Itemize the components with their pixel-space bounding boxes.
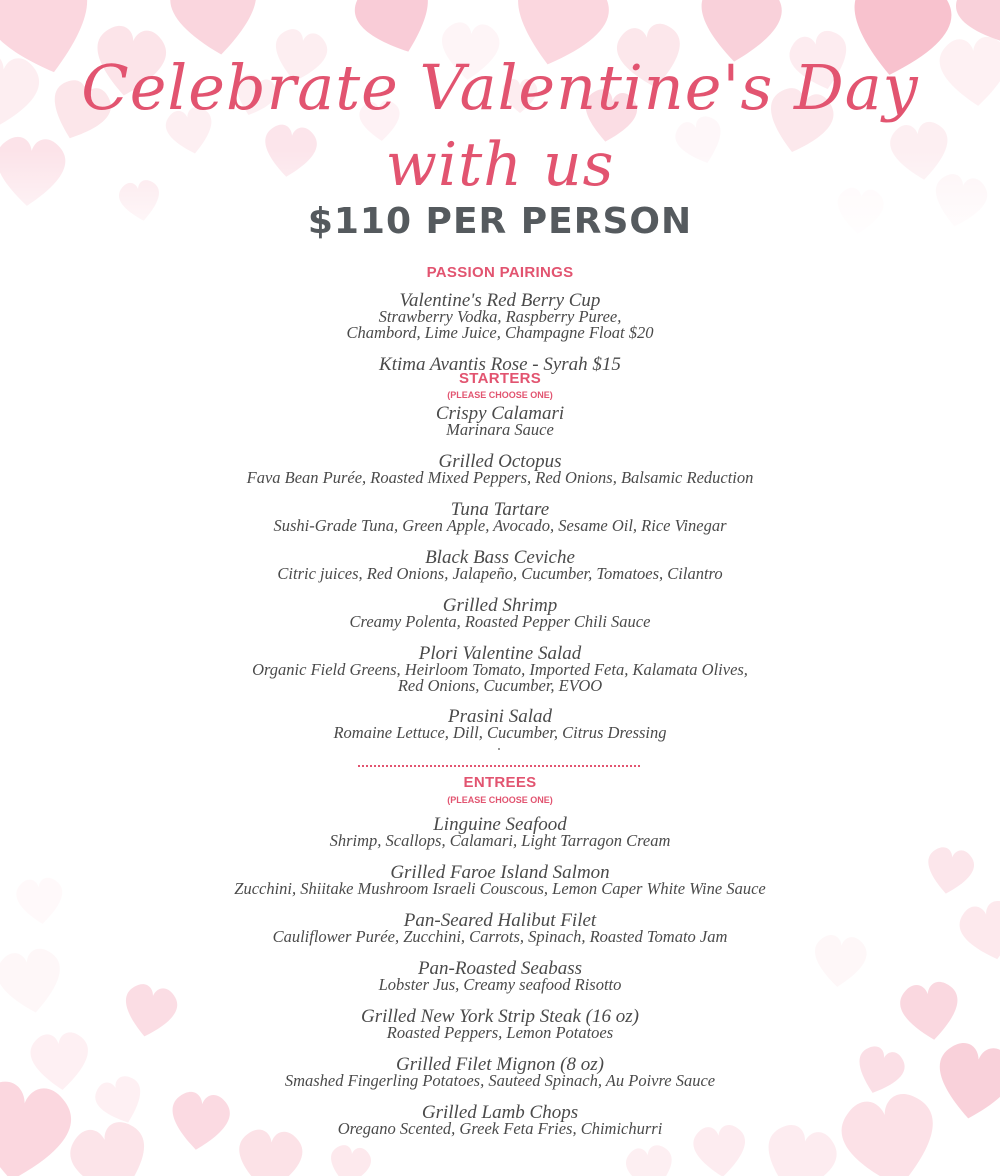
item-description: Lobster Jus, Creamy seafood Risotto	[378, 975, 622, 994]
item-name: Plori Valentine Salad	[418, 643, 582, 664]
menu-item	[0, 451, 1000, 487]
item-name: Grilled Octopus	[438, 451, 562, 472]
item-name: Grilled New York Strip Steak (16 oz)	[361, 1006, 639, 1027]
item-description: Creamy Polenta, Roasted Pepper Chili Sauce	[349, 612, 651, 631]
item-description: Marinara Sauce	[446, 420, 554, 439]
item-description: Roasted Peppers, Lemon Potatoes	[386, 1023, 614, 1042]
item-description: Sushi-Grade Tuna, Green Apple, Avocado, Sesame Oil, Rice Vinegar	[273, 516, 727, 535]
item-name: Grilled Faroe Island Salmon	[390, 862, 610, 883]
section-note-starters: (PLEASE CHOOSE ONE)	[447, 390, 553, 400]
small-dot	[498, 748, 500, 750]
item-description: Red Onions, Cucumber, EVOO	[397, 676, 603, 695]
item-name: Prasini Salad	[448, 706, 552, 727]
item-name: Grilled Shrimp	[442, 595, 558, 616]
menu-item	[0, 547, 1000, 583]
item-description: Organic Field Greens, Heirloom Tomato, Imported Feta, Kalamata Olives,	[252, 660, 748, 679]
item-description: Chambord, Lime Juice, Champagne Float $20	[346, 323, 654, 342]
menu-item	[0, 862, 1000, 898]
item-description: Smashed Fingerling Potatoes, Sauteed Spinach, Au Poivre Sauce	[284, 1071, 716, 1090]
menu-item	[0, 595, 1000, 631]
item-name: Ktima Avantis Rose - Syrah $15	[379, 354, 621, 375]
item-description: Fava Bean Purée, Roasted Mixed Peppers, Red Onions, Balsamic Reduction	[246, 468, 754, 487]
dotted-divider	[358, 765, 640, 767]
section-title-entrees: ENTREES	[463, 774, 537, 791]
price-per-person: $110 PER PERSON	[307, 201, 693, 242]
menu-item	[0, 958, 1000, 994]
item-name: Grilled Filet Mignon (8 oz)	[396, 1054, 604, 1075]
section-title-passion-pairings: PASSION PAIRINGS	[426, 264, 574, 281]
item-description: Strawberry Vodka, Raspberry Puree,	[378, 307, 622, 326]
menu-item	[0, 403, 1000, 439]
menu-item	[0, 814, 1000, 850]
item-description: Oregano Scented, Greek Feta Fries, Chimichurri	[337, 1119, 663, 1138]
item-description: Zucchini, Shiitake Mushroom Israeli Couscous, Lemon Caper White Wine Sauce	[234, 879, 766, 898]
menu-item	[0, 643, 1000, 695]
item-description: Cauliflower Purée, Zucchini, Carrots, Spinach, Roasted Tomato Jam	[272, 927, 728, 946]
menu-item	[0, 1006, 1000, 1042]
menu-item	[0, 1102, 1000, 1138]
section-title-starters: STARTERS	[458, 370, 542, 387]
headline-line-1: Celebrate Valentine's Day	[81, 51, 919, 124]
item-name: Pan-Roasted Seabass	[417, 958, 583, 979]
item-name: Crispy Calamari	[435, 403, 565, 424]
item-name: Pan-Seared Halibut Filet	[403, 910, 597, 931]
item-description: Romaine Lettuce, Dill, Cucumber, Citrus Dressing	[333, 723, 667, 742]
menu-item	[0, 290, 1000, 342]
item-description: Citric juices, Red Onions, Jalapeño, Cucumber, Tomatoes, Cilantro	[277, 564, 723, 583]
menu-item	[0, 499, 1000, 535]
item-name: Tuna Tartare	[450, 499, 550, 520]
menu-item	[0, 910, 1000, 946]
menu-item	[0, 1054, 1000, 1090]
item-name: Linguine Seafood	[433, 814, 567, 835]
section-note-entrees: (PLEASE CHOOSE ONE)	[447, 795, 553, 805]
item-name: Valentine's Red Berry Cup	[399, 290, 601, 311]
item-name: Black Bass Ceviche	[425, 547, 575, 568]
menu-item	[0, 706, 1000, 742]
item-description: Shrimp, Scallops, Calamari, Light Tarragon Cream	[329, 831, 671, 850]
headline-line-2: with us	[385, 130, 615, 200]
item-name: Grilled Lamb Chops	[421, 1102, 579, 1123]
